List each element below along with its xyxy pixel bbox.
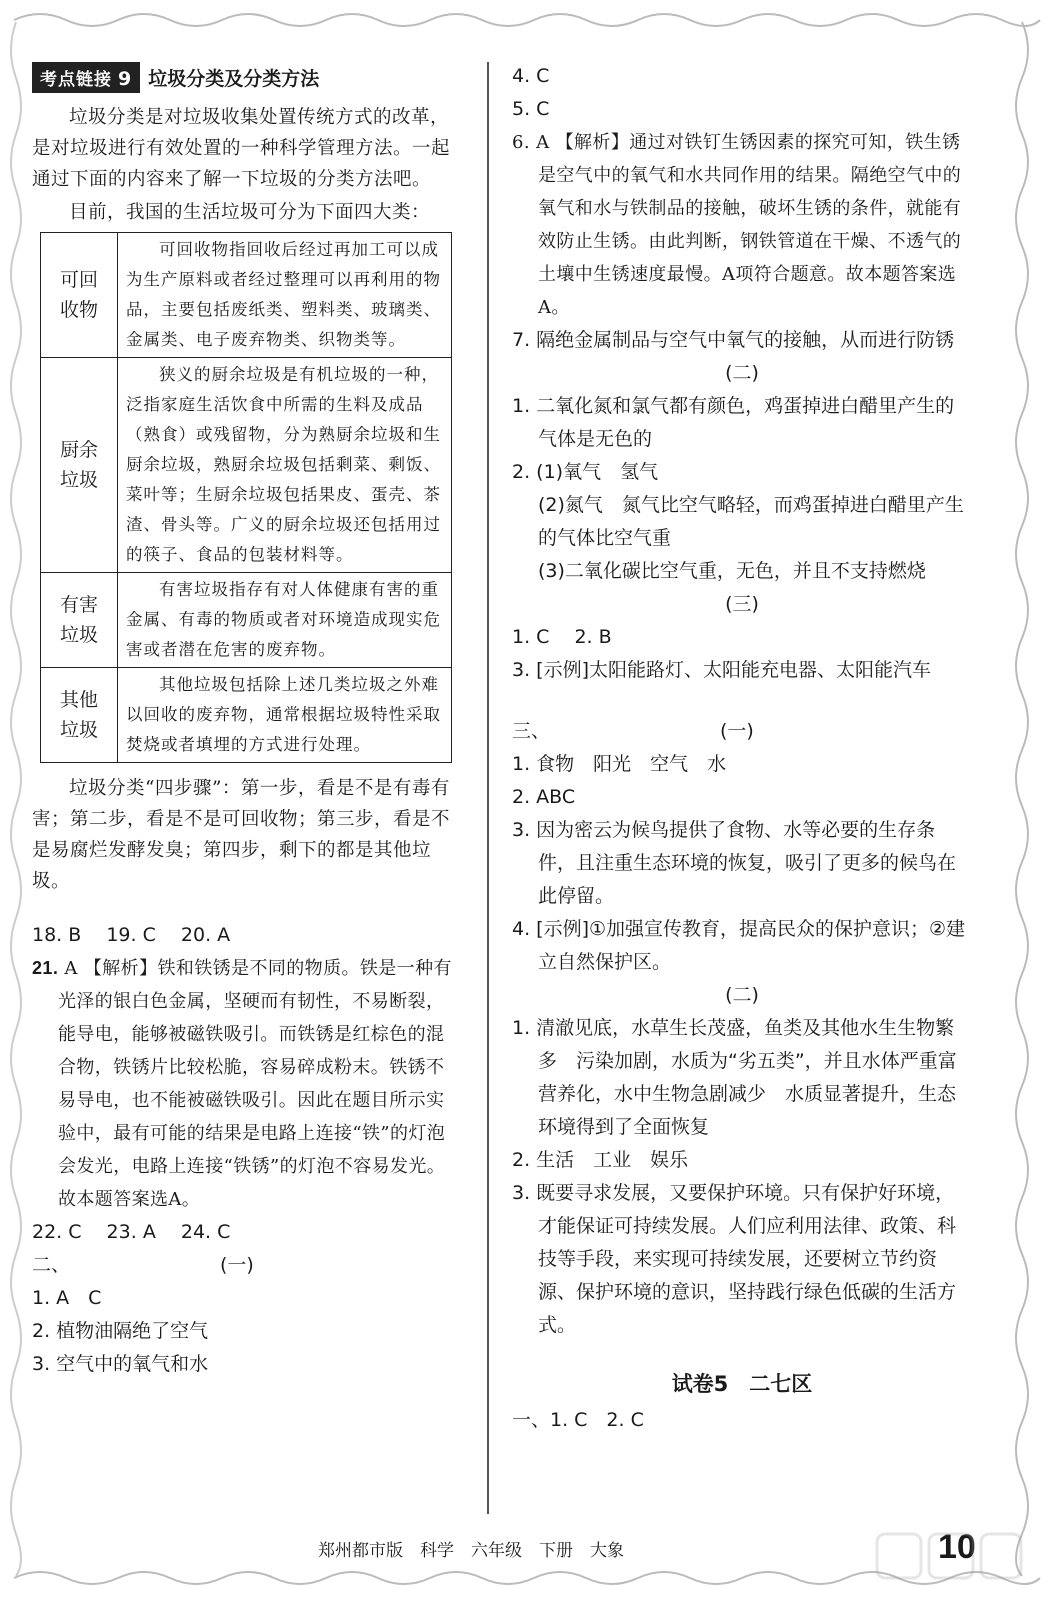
part-3-2-answer-1: 1. 清澈见底，水草生长茂盛，鱼类及其他水生生物繁多 污染加剧，水质为“劣五类”，并且水体严重富营养化，水中生物急剧减少 水质显著提升，生态环境得到了全面恢复 <box>512 1017 957 1138</box>
lead-paragraph: 目前，我国的生活垃圾可分为下面四大类： <box>69 202 431 223</box>
part-3-heading <box>512 715 972 748</box>
answer-21-number: 21. <box>32 958 59 978</box>
description-cell: 有害垃圾指存有对人体健康有害的重金属、有毒的物质或者对环境造成现实危害或者潜在危害的废弃物。 <box>118 573 452 668</box>
er-answer-2b: (2)氮气 氮气比空气略轻，而鸡蛋掉进白醋里产生的气体比空气重 <box>538 494 964 549</box>
part-3-subheading-1: (一) <box>720 720 754 742</box>
answer-6: 6. A 【解析】通过对铁钉生锈因素的探究可知，铁生锈是空气中的氧气和水共同作用的结果。隔绝空气中的氧气和水与铁制品的接触，破坏生锈的条件，就能有效防止生锈。由此判断，钢铁管道在干燥、不透气的土壤中生锈速度最慢。A项符合题意。故本题答案选A。 <box>512 132 962 318</box>
table-row <box>41 233 452 358</box>
column-divider <box>487 62 489 1514</box>
part-3-label: 三、 <box>512 720 551 742</box>
right-column <box>512 60 972 1437</box>
steps-paragraph: 垃圾分类“四步骤”：第一步，看是不是有毒有害；第二步，看是不是可回收物；第三步，看是不是易腐烂发酵发臭；第四步，剩下的都是其他垃圾。 <box>32 778 451 892</box>
category-cell: 其他垃圾 <box>41 668 118 763</box>
footer-text: 郑州都市版 科学 六年级 下册 大象 <box>318 1541 624 1561</box>
intro-paragraph: 垃圾分类是对垃圾收集处置传统方式的改革，是对垃圾进行有效处置的一种科学管理方法。一起通过下面的内容来了解一下垃圾的分类方法吧。 <box>32 107 451 190</box>
answer-7: 7. 隔绝金属制品与空气中氧气的接触，从而进行防锈 <box>512 329 955 351</box>
er-answer-2c: (3)二氧化碳比空气重，无色，并且不支持燃烧 <box>538 560 926 582</box>
page-number: 10 <box>938 1528 976 1566</box>
part-3-subheading-2: (二) <box>725 984 759 1006</box>
part-3-answer-3: 3. 因为密云为候鸟提供了食物、水等必要的生存条件，且注重生态环境的恢复，吸引了更多的候鸟在此停留。 <box>512 819 957 907</box>
watermark-logo <box>875 1530 1025 1590</box>
part-3-answer-1: 1. 食物 阳光 空气 水 <box>512 753 727 775</box>
part-3-answer-4: 4. [示例]①加强宣传教育，提高民众的保护意识；②建立自然保护区。 <box>512 918 966 973</box>
answer-4: 4. C <box>512 65 550 87</box>
part-2-label: 二、 <box>32 1254 71 1276</box>
topic-badge <box>32 62 140 93</box>
description-cell: 狭义的厨余垃圾是有机垃圾的一种，泛指家庭生活饮食中所需的生料及成品（熟食）或残留物，分为熟厨余垃圾和生厨余垃圾，熟厨余垃圾包括剩菜、剩饭、菜叶等；生厨余垃圾包括果皮、蛋壳、茶渣、骨头等。广义的厨余垃圾还包括用过的筷子、食品的包装材料等。 <box>118 358 452 573</box>
san-answer-3: 3. [示例]太阳能路灯、太阳能充电器、太阳能汽车 <box>512 659 931 681</box>
section-header <box>32 60 462 94</box>
part-2-answer-2: 2. 植物油隔绝了空气 <box>32 1320 209 1342</box>
san-answer-1-2: 1. C 2. B <box>512 626 612 648</box>
category-cell: 有害垃圾 <box>41 573 118 668</box>
answer-21-text: A 【解析】铁和铁锈是不同的物质。铁是一种有光泽的银白色金属，坚硬而有韧性，不易断裂，能导电，能够被磁铁吸引。而铁锈是红棕色的混合物，铁锈片比较松脆，容易碎成粉末。铁锈不易导电，也不能被磁铁吸引。因此在题目所示实验中，最有可能的结果是电路上连接“铁”的灯泡会发光，电路上连接“铁锈”的灯泡不容易发光。故本题答案选A。 <box>58 958 452 1210</box>
answer-22-24: 22. C 23. A 24. C <box>32 1221 231 1243</box>
part-3-answer-2: 2. ABC <box>512 786 576 808</box>
part-2-subheading: (一) <box>220 1254 254 1276</box>
description-cell: 可回收物指回收后经过再加工可以成为生产原料或者经过整理可以再利用的物品，主要包括废纸类、塑料类、玻璃类、金属类、电子废弃物类、织物类等。 <box>118 233 452 358</box>
badge-label: 考点链接 <box>40 69 112 90</box>
answer-5: 5. C <box>512 98 550 120</box>
subheading-san: (三) <box>725 593 759 615</box>
badge-number: 9 <box>118 67 133 90</box>
part-3-2-answer-2: 2. 生活 工业 娱乐 <box>512 1149 689 1171</box>
waste-category-table <box>40 232 452 763</box>
er-answer-2a: 2. (1)氧气 氢气 <box>512 461 659 483</box>
category-cell: 厨余垃圾 <box>41 358 118 573</box>
answer-21 <box>32 952 462 1216</box>
category-cell: 可回收物 <box>41 233 118 358</box>
paper-5-answers: 一、1. C 2. C <box>512 1409 644 1431</box>
part-2-answer-3: 3. 空气中的氧气和水 <box>32 1353 209 1375</box>
part-2-heading <box>32 1249 462 1282</box>
table-row <box>41 668 452 763</box>
section-title: 垃圾分类及分类方法 <box>148 67 320 90</box>
table-row <box>41 358 452 573</box>
part-3-2-answer-3: 3. 既要寻求发展，又要保护环境。只有保护好环境，才能保证可持续发展。人们应利用法律、政策、科技等手段，来实现可持续发展，还要树立节约资源、保护环境的意识，坚持践行绿色低碳的生活方式。 <box>512 1182 957 1336</box>
subheading-er: (二) <box>725 362 759 384</box>
table-row <box>41 573 452 668</box>
er-answer-1: 1. 二氧化氮和氯气都有颜色，鸡蛋掉进白醋里产生的气体是无色的 <box>512 395 955 450</box>
description-cell: 其他垃圾包括除上述几类垃圾之外难以回收的废弃物，通常根据垃圾特性采取焚烧或者填埋的方式进行处理。 <box>118 668 452 763</box>
paper-title: 试卷5 二七区 <box>671 1372 813 1396</box>
answer-18-20: 18. B 19. C 20. A <box>32 924 231 946</box>
left-column <box>32 60 462 1381</box>
part-2-answer-1: 1. A C <box>32 1287 102 1309</box>
